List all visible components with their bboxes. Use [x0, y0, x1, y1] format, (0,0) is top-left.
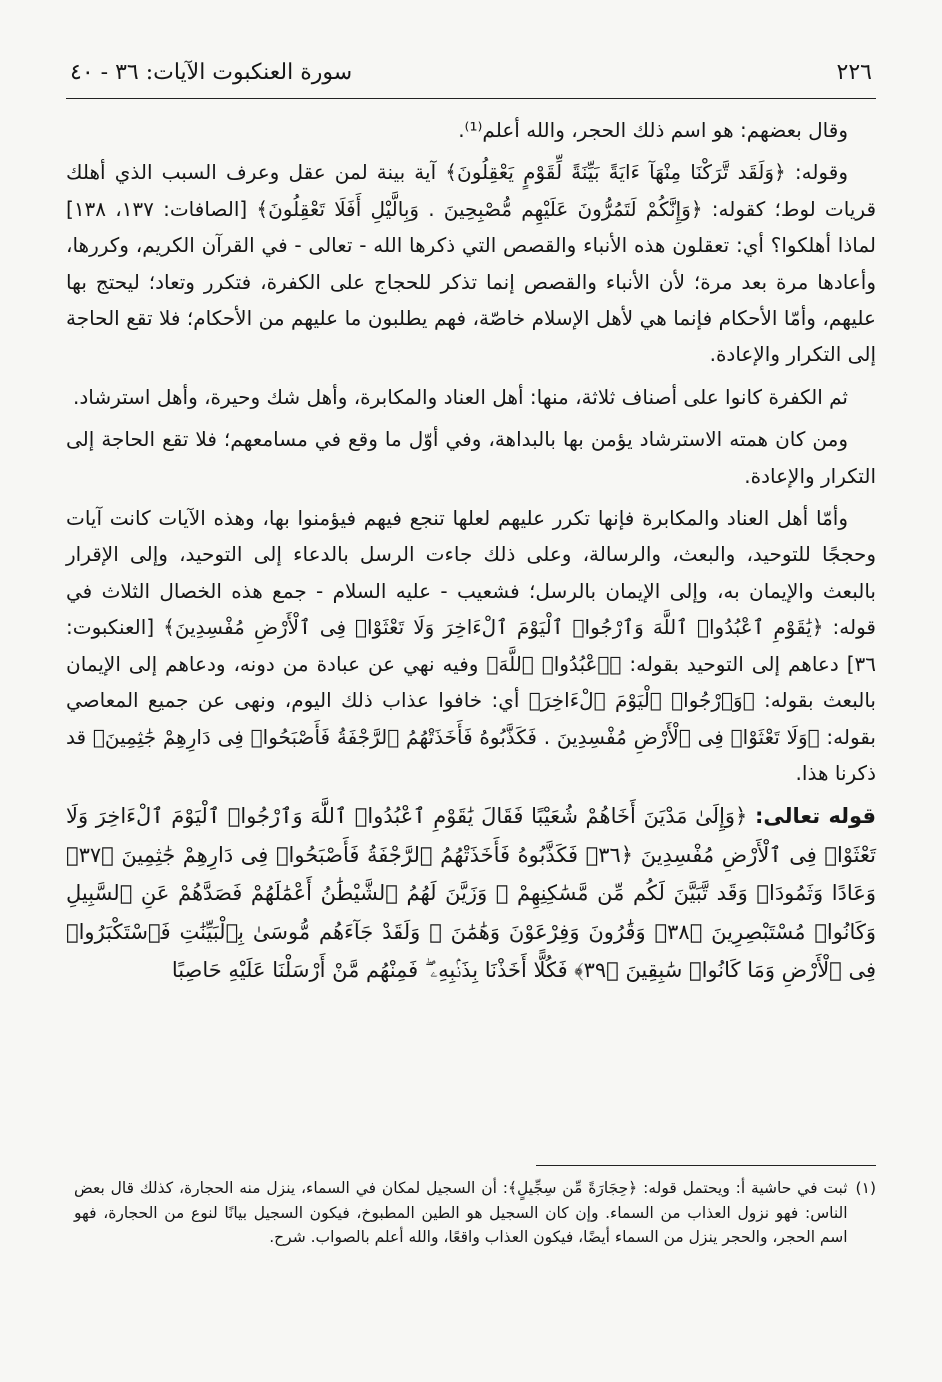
footnote-divider [536, 1165, 876, 1166]
paragraph-4: ومن كان همته الاسترشاد يؤمن بها بالبداهة، وفي أوّل ما وقع في مسامعهم؛ فلا تقع الحاجة إلى التكرار والإعادة. [66, 427, 876, 488]
main-text [66, 112, 876, 996]
paragraph-1: وقال بعضهم: هو اسم ذلك الحجر، والله أعلم⁽¹⁾. [458, 118, 848, 142]
running-header [66, 54, 876, 99]
quran-verses-block [66, 797, 876, 990]
paragraph-5: وأمّا أهل العناد والمكابرة فإنها تكرر عليهم لعلها تنجع فيهم فيؤمنوا بها، وهذه الآيات كانت آيات وحججًا للتوحيد، والبعث، والرسالة، وعلى ذلك جاءت الرسل بالدعاء إلى التوحيد، وإلى الإقرار بالبعث والإيمان به، وإلى الإيمان بالرسل؛ فشعيب - عليه السلام - جمع هذه الخصال الثلاث في قوله: ﴿يَٰقَوْمِ ٱعْبُدُوا۟ ٱللَّهَ وَٱرْجُوا۟ ٱلْيَوْمَ ٱلْءَاخِرَ وَلَا تَعْثَوْا۟ فِى ٱلْأَرْضِ مُفْسِدِينَ﴾ [العنكبوت: ٣٦] دعاهم إلى التوحيد بقوله: ﴿ٱعْبُدُوا۟ ٱللَّهَ﴾ وفيه نهي عن عبادة من دونه، ودعاهم إلى الإيمان بالبعث بقوله: ﴿وَٱرْجُوا۟ ٱلْيَوْمَ ٱلْءَاخِرَ﴾ أي: خافوا عذاب ذلك اليوم، ونهى عن جميع المعاصي بقوله: ﴿وَلَا تَعْثَوْا۟ فِى ٱلْأَرْضِ مُفْسِدِينَ . فَكَذَّبُوهُ فَأَخَذَتْهُمُ ٱلرَّجْفَةُ فَأَصْبَحُوا۟ فِى دَارِهِمْ جَٰثِمِينَ﴾ قد ذكرنا هذا. [66, 506, 876, 785]
verse-text: ﴿وَإِلَىٰ مَدْيَنَ أَخَاهُمْ شُعَيْبًا فَقَالَ يَٰقَوْمِ ٱعْبُدُوا۟ ٱللَّهَ وَٱرْجُوا۟ ٱلْيَوْمَ ٱلْءَاخِرَ وَلَا تَعْثَوْا۟ فِى ٱلْأَرْضِ مُفْسِدِينَ ﴿٣٦﴾ فَكَذَّبُوهُ فَأَخَذَتْهُمُ ٱلرَّجْفَةُ فَأَصْبَحُوا۟ فِى دَارِهِمْ جَٰثِمِينَ ﴿٣٧﴾ وَعَادًا وَثَمُودَا۟ وَقَد تَّبَيَّنَ لَكُم مِّن مَّسَٰكِنِهِمْ ۖ وَزَيَّنَ لَهُمُ ٱلشَّيْطَٰنُ أَعْمَٰلَهُمْ فَصَدَّهُمْ عَنِ ٱلسَّبِيلِ وَكَانُوا۟ مُسْتَبْصِرِينَ ﴿٣٨﴾ وَقَٰرُونَ وَفِرْعَوْنَ وَهَٰمَٰنَ ۖ وَلَقَدْ جَآءَهُم مُّوسَىٰ بِٱلْبَيِّنَٰتِ فَٱسْتَكْبَرُوا۟ فِى ٱلْأَرْضِ وَمَا كَانُوا۟ سَٰبِقِينَ ﴿٣٩﴾ فَكُلًّا أَخَذْنَا بِذَنۢبِهِۦ ۖ فَمِنْهُم مَّنْ أَرْسَلْنَا عَلَيْهِ حَاصِبًا [66, 804, 877, 983]
paragraph-3: ثم الكفرة كانوا على أصناف ثلاثة، منها: أهل العناد والمكابرة، وأهل شك وحيرة، وأهل استرشاد. [72, 384, 848, 409]
verse-lead: قوله تعالى: [755, 804, 876, 829]
header-title: سورة العنكبوت الآيات: ٣٦ - ٤٠ [70, 60, 353, 85]
footnote [74, 1176, 876, 1250]
page-number: ٢٢٦ [836, 60, 872, 85]
footnote-text: ثبت في حاشية أ: ويحتمل قوله: ﴿حِجَارَةً مِّن سِجِّيلٍ﴾: أن السجيل لمكان في السماء، ينزل منه الحجارة، كذلك قال بعض الناس: فهو نزول العذاب من السماء. وإن كان السجيل هو الطين المطبوخ، فيكون السجيل بيانًا لنوع من الحجارة، فهو اسم الحجر، والحجر ينزل من السماء أيضًا، فيكون العذاب واقعًا، والله أعلم بالصواب. شرح. [74, 1179, 848, 1246]
paragraph-2: وقوله: ﴿وَلَقَد تَّرَكْنَا مِنْهَآ ءَايَةً بَيِّنَةً لِّقَوْمٍ يَعْقِلُونَ﴾ آية بينة لمن عقل وعرف السبب الذي أهلك قريات لوط؛ كقوله: ﴿وَإِنَّكُمْ لَتَمُرُّونَ عَلَيْهِم مُّصْبِحِينَ . وَبِالَّيْلِ أَفَلَا تَعْقِلُونَ﴾ [الصافات: ١٣٧، ١٣٨] لماذا أهلكوا؟ أي: تعقلون هذه الأنباء والقصص التي ذكرها الله - تعالى - في القرآن الكريم، وكررها، وأعادها مرة بعد مرة؛ لأن الأنباء والقصص إنما تذكر للحجاج على الكفرة، فتكرر وتعاد؛ ليحتج بها عليهم، وأمّا الأحكام فإنما هي لأهل الإسلام خاصّة، فهم يطلبون ما عليهم من الأحكام؛ فلا تقع الحاجة إلى التكرار والإعادة. [66, 160, 877, 367]
footnote-number: (١) [855, 1179, 876, 1197]
